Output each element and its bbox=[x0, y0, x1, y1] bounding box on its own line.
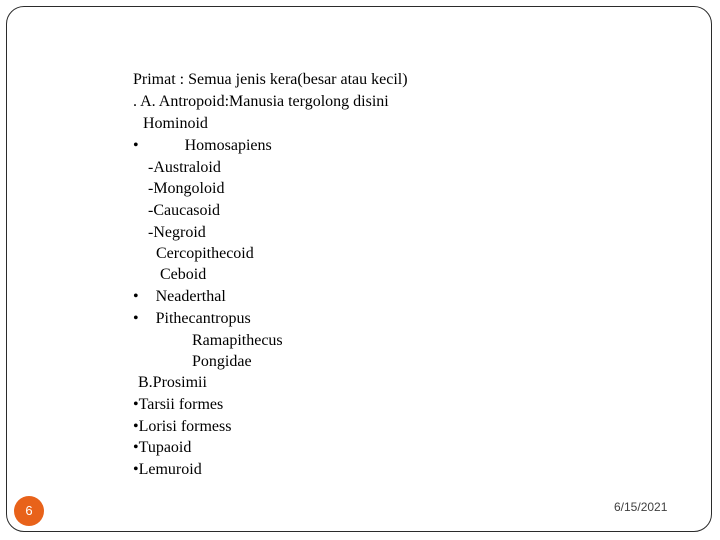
text-line-mongoloid: -Mongoloid bbox=[148, 180, 225, 197]
text-line-cercopithecoid: Cercopithecoid bbox=[156, 245, 254, 262]
text-line-ceboid: Ceboid bbox=[160, 266, 207, 283]
text-line-caucasoid: -Caucasoid bbox=[148, 202, 220, 219]
text-line-primat: Primat : Semua jenis kera(besar atau kecil) bbox=[133, 71, 408, 88]
text-line-australoid: -Australoid bbox=[148, 159, 221, 176]
bullet-marker: • bbox=[133, 439, 139, 456]
text-line-lemuroid: Lemuroid bbox=[138, 461, 202, 478]
text-line-hominoid: Hominoid bbox=[143, 115, 208, 132]
bullet-line-homosapiens bbox=[133, 136, 272, 156]
text-line-homosapiens: Homosapiens bbox=[184, 137, 272, 154]
page-number-badge: 6 bbox=[14, 496, 44, 526]
bullet-marker: • bbox=[133, 461, 139, 478]
bullet-line-lorisi bbox=[133, 417, 231, 437]
bullet-marker: • bbox=[133, 288, 139, 305]
text-line-pithecantropus: Pithecantropus bbox=[155, 310, 251, 327]
bullet-marker: • bbox=[133, 137, 139, 154]
bullet-line-lemuroid bbox=[133, 460, 202, 480]
slide-date: 6/15/2021 bbox=[614, 500, 668, 514]
text-line-neaderthal: Neaderthal bbox=[155, 288, 226, 305]
bullet-line-tupaoid bbox=[133, 438, 191, 458]
text-line-tarsii: Tarsii formes bbox=[138, 396, 224, 413]
text-line-tupaoid: Tupaoid bbox=[138, 439, 192, 456]
text-line-prosimii: B.Prosimii bbox=[138, 374, 207, 391]
text-line-ramapithecus: Ramapithecus bbox=[192, 332, 283, 349]
bullet-marker: • bbox=[133, 310, 139, 327]
text-line-antropoid: . A. Antropoid:Manusia tergolong disini bbox=[133, 93, 389, 110]
text-line-lorisi: Lorisi formess bbox=[138, 418, 232, 435]
bullet-line-tarsii bbox=[133, 395, 223, 415]
text-line-negroid: -Negroid bbox=[148, 224, 206, 241]
bullet-line-pithecantropus bbox=[133, 309, 251, 329]
text-line-pongidae: Pongidae bbox=[192, 353, 252, 370]
bullet-marker: • bbox=[133, 418, 139, 435]
bullet-marker: • bbox=[133, 396, 139, 413]
bullet-line-neaderthal bbox=[133, 287, 226, 307]
